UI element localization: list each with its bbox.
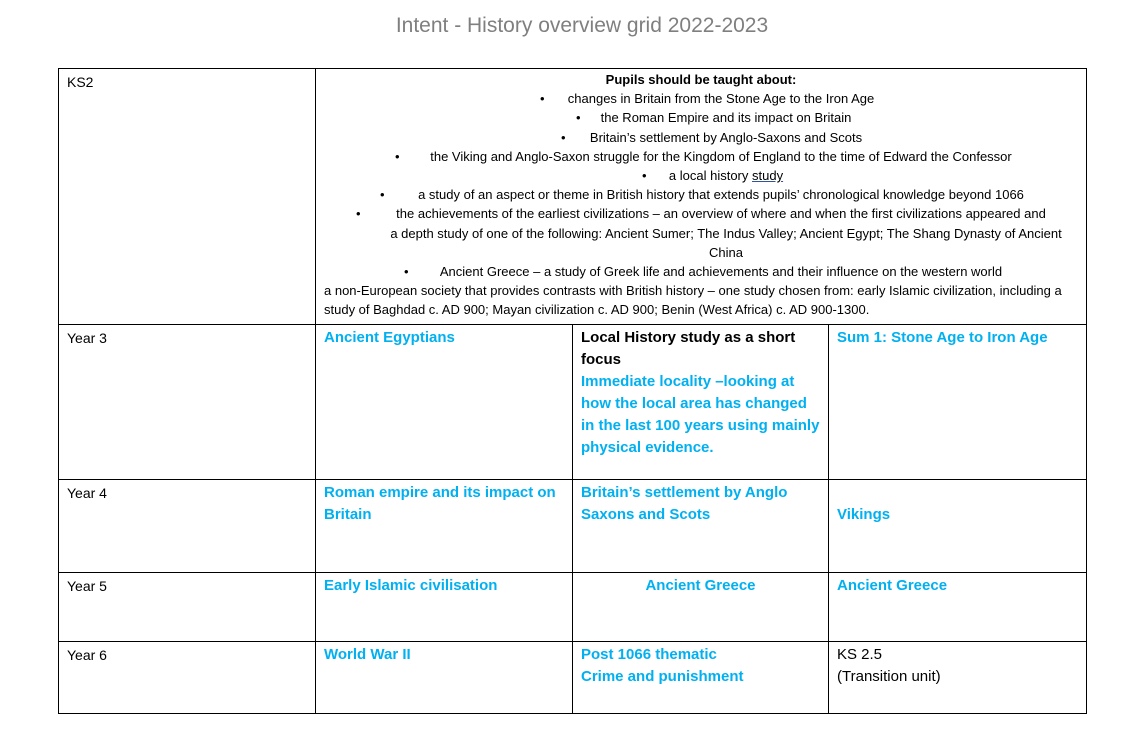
topic-line: (Transition unit) [837,668,941,685]
study-link: study [752,168,784,184]
ks2-bullet-continuation: a depth study of one of the following: Ancient Sumer; The Indus Valley; Ancient Egypt; The Shang Dynasty of Ancient China [390,225,1062,260]
topic-line: KS 2.5 [837,646,883,663]
ks2-row [59,69,1087,325]
topic-cell: Ancient Greece [829,573,1087,642]
year-row [59,325,1087,480]
topic-cell: Ancient Greece [573,573,829,642]
ks2-bullet: • the achievements of the earliest civilizations – an overview of where and when the first civilizations appeared and [356,206,1046,222]
topic-cell [829,642,1087,714]
topic-cell: Early Islamic civilisation [316,573,573,642]
ks2-heading: Pupils should be taught about: [605,72,797,87]
ks2-bullet: • Britain’s settlement by Anglo-Saxons and Scots [561,129,863,145]
topic-detail: Immediate locality –looking at how the local area has changed in the last 100 years using mainly physical evidence. [581,373,820,456]
topic-cell: Roman empire and its impact on Britain [316,480,573,573]
year-label: Year 5 [59,573,316,642]
topic-cell [573,642,829,714]
ks2-bullet: • a study of an aspect or theme in British history that extends pupils’ chronological knowledge beyond 1066 [380,187,1024,203]
year-row [59,642,1087,714]
year-row [59,480,1087,573]
ks2-bullet: • changes in Britain from the Stone Age to the Iron Age [540,91,875,107]
ks2-bullet: • a local history study [642,168,784,184]
topic-cell: Vikings [829,480,1087,573]
topic-line: Post 1066 thematic [581,646,717,663]
topic-line: Crime and punishment [581,668,744,685]
ks2-bullet: • the Roman Empire and its impact on Britain [576,110,852,126]
year-row [59,573,1087,642]
year-label: Year 6 [59,642,316,714]
ks2-non-european: a non-European society that provides contrasts with British history – one study chosen from: early Islamic civilization, including a study of Baghdad c. AD 900; Mayan civilization c. AD 900; Benin (West Africa) c. AD 900-1300. [324,283,1062,318]
year-label: Year 3 [59,325,316,480]
topic-cell: Ancient Egyptians [316,325,573,480]
topic-cell: World War II [316,642,573,714]
ks2-bullet: • Ancient Greece – a study of Greek life and achievements and their influence on the western world [404,264,1003,280]
history-overview-grid [58,68,1087,714]
topic-heading: Local History study as a short focus [581,329,796,368]
ks2-curriculum [316,69,1087,325]
topic-cell [573,325,829,480]
ks2-bullet: • the Viking and Anglo-Saxon struggle for the Kingdom of England to the time of Edward the Confessor [395,148,1012,164]
topic-cell: Britain’s settlement by Anglo Saxons and Scots [573,480,829,573]
year-label: Year 4 [59,480,316,573]
ks2-label: KS2 [59,69,316,325]
page-title: Intent - History overview grid 2022-2023 [395,14,769,37]
topic-cell: Sum 1: Stone Age to Iron Age [829,325,1087,480]
